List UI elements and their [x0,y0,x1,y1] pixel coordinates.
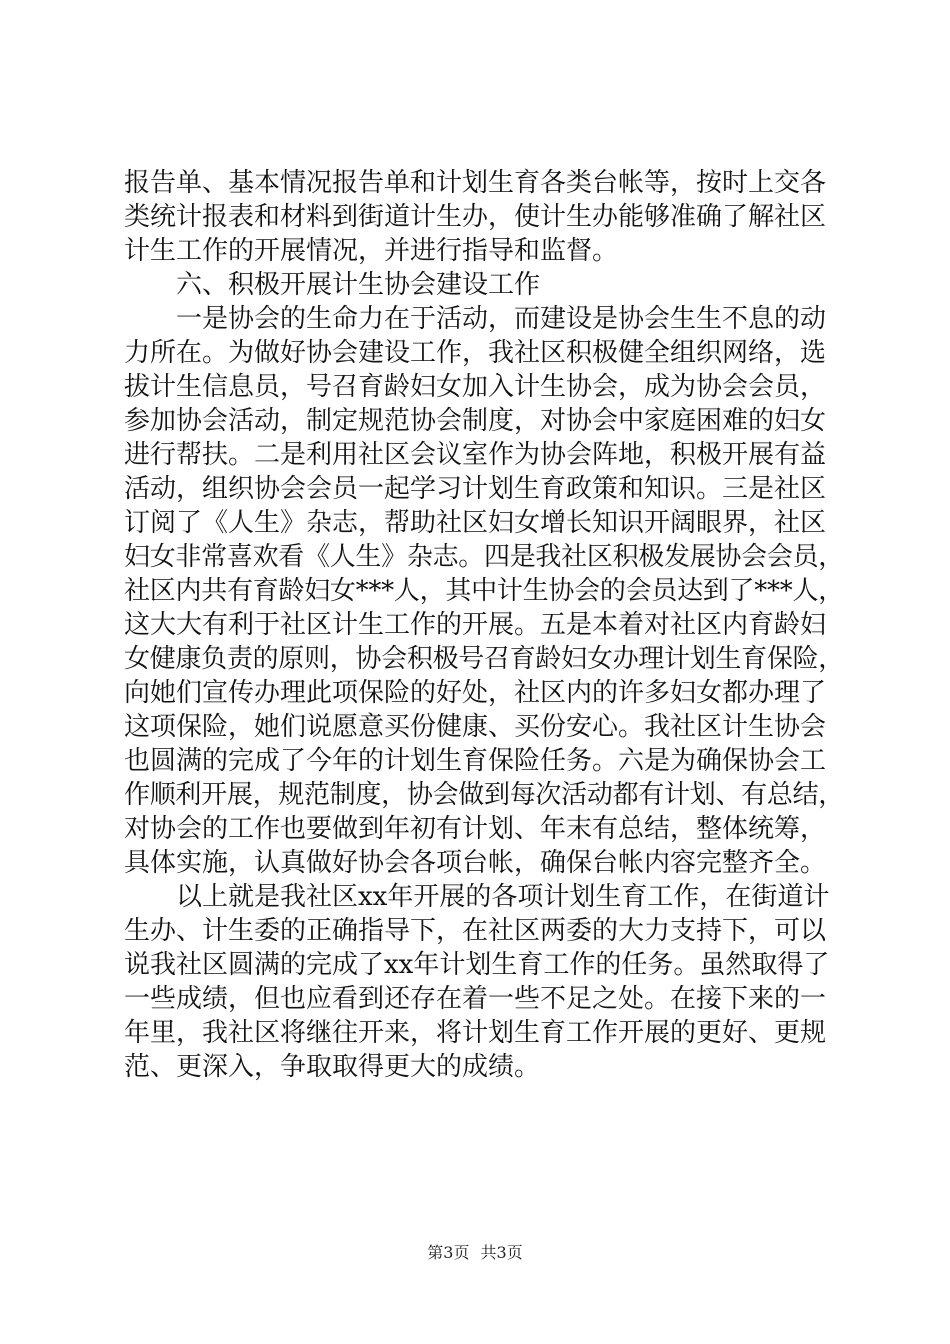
text-line: 订阅了《人生》杂志，帮助社区妇女增长知识开阔眼界，社区 [124,508,827,538]
text-line: 活动，组织协会会员一起学习计划生育政策和知识。三是社区 [124,474,827,504]
text-line: 这项保险，她们说愿意买份健康、买份安心。我社区计生协会 [124,712,827,742]
text-line: 进行帮扶。二是利用社区会议室作为协会阵地，积极开展有益 [124,440,827,470]
text-line: 具体实施，认真做好协会各项台帐，确保台帐内容完整齐全。 [124,848,827,878]
text-line: 妇女非常喜欢看《人生》杂志。四是我社区积极发展协会会员， [124,542,844,572]
text-line: 类统计报表和材料到街道计生办，使计生办能够准确了解社区 [124,202,827,232]
page-footer [0,1243,950,1263]
text-line: 这大大有利于社区计生工作的开展。五是本着对社区内育龄妇 [124,610,827,640]
text-line: 报告单、基本情况报告单和计划生育各类台帐等，按时上交各 [124,168,827,198]
document-body [124,166,844,1084]
text-line: 也圆满的完成了今年的计划生育保险任务。六是为确保协会工 [124,746,827,776]
text-line: 拔计生信息员，号召育龄妇女加入计生协会，成为协会会员， [124,372,827,402]
text-line: 女健康负责的原则，协会积极号召育龄妇女办理计划生育保险， [124,644,844,674]
text-line: 计生工作的开展情况，并进行指导和监督。 [124,236,619,266]
text-line: 生办、计生委的正确指导下，在社区两委的大力支持下，可以 [124,916,827,946]
text-line: 作顺利开展，规范制度，协会做到每次活动都有计划、有总结， [124,780,844,810]
page-number: 第3页 [427,1243,470,1262]
text-line: 参加协会活动，制定规范协会制度，对协会中家庭困难的妇女 [124,406,827,436]
text-line: 六、积极开展计生协会建设工作 [176,270,541,300]
text-line: 力所在。为做好协会建设工作，我社区积极健全组织网络，选 [124,338,827,368]
text-line: 范、更深入，争取取得更大的成绩。 [124,1052,541,1082]
text-line: 社区内共有育龄妇女***人，其中计生协会的会员达到了***人， [124,576,844,606]
text-line: 一些成绩，但也应看到还存在着一些不足之处。在接下来的一 [124,984,827,1014]
text-line: 向她们宣传办理此项保险的好处，社区内的许多妇女都办理了 [124,678,827,708]
page-total: 共3页 [480,1243,523,1262]
text-line: 说我社区圆满的完成了xx年计划生育工作的任务。虽然取得了 [124,950,830,980]
text-line: 以上就是我社区xx年开展的各项计划生育工作，在街道计 [176,882,830,912]
text-line: 一是协会的生命力在于活动，而建设是协会生生不息的动 [176,304,827,334]
text-line: 对协会的工作也要做到年初有计划、年末有总结，整体统筹， [124,814,827,844]
text-line: 年里，我社区将继往开来，将计划生育工作开展的更好、更规 [124,1018,827,1048]
